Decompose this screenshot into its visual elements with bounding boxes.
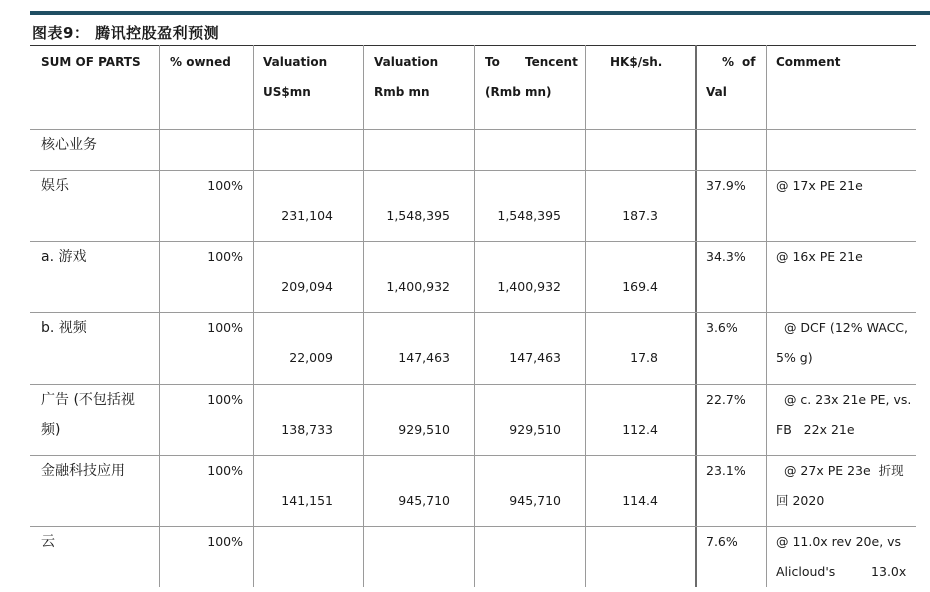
row-hk-per-share: 169.4 <box>622 279 658 294</box>
col-divider <box>159 45 160 587</box>
header-pct: % <box>722 55 735 69</box>
row-hk-per-share: 187.3 <box>622 208 658 223</box>
header-valuation-us-unit: US$mn <box>263 85 311 99</box>
row-pct-val: 7.6% <box>706 534 738 549</box>
row-hk-per-share: 112.4 <box>622 422 658 437</box>
row-name: 广告 (不包括视 <box>41 392 135 408</box>
header-val: Val <box>706 85 727 99</box>
row-name: 云 <box>41 534 55 550</box>
row-name: a. 游戏 <box>41 249 87 265</box>
row-owned: 100% <box>207 463 243 478</box>
row-to-tencent: 1,400,932 <box>497 279 561 294</box>
row-owned: 100% <box>207 320 243 335</box>
row-to-tencent: 929,510 <box>509 422 561 437</box>
row-comment-cont: FB 22x 21e <box>776 422 855 437</box>
row-divider <box>30 129 916 130</box>
row-comment: @ 17x PE 21e <box>776 178 863 193</box>
row-valuation-us: 209,094 <box>281 279 333 294</box>
header-valuation-rmb: Valuation <box>374 55 439 69</box>
header-valuation-rmb-unit: Rmb mn <box>374 85 430 99</box>
row-owned: 100% <box>207 534 243 549</box>
col-divider <box>253 45 254 587</box>
row-comment: @ 27x PE 23e 折现 <box>776 463 904 478</box>
header-sum-of-parts: SUM OF PARTS <box>41 55 141 69</box>
row-comment-cont: Alicloud's 13.0x <box>776 564 907 579</box>
row-name: b. 视频 <box>41 320 87 336</box>
row-to-tencent: 1,548,395 <box>497 208 561 223</box>
row-comment-cont: 5% g) <box>776 350 813 365</box>
row-valuation-rmb: 929,510 <box>398 422 450 437</box>
row-valuation-us: 231,104 <box>281 208 333 223</box>
header-hk-per-share: HK$/sh. <box>610 55 663 69</box>
row-comment-cont: 回 2020 <box>776 493 825 508</box>
row-valuation-rmb: 147,463 <box>398 350 450 365</box>
row-pct-val: 37.9% <box>706 178 746 193</box>
header-to-tencent-unit: (Rmb mn) <box>485 85 552 99</box>
row-owned: 100% <box>207 392 243 407</box>
row-to-tencent: 945,710 <box>509 493 561 508</box>
header-of: of <box>742 55 756 69</box>
row-valuation-rmb: 945,710 <box>398 493 450 508</box>
header-comment: Comment <box>776 55 841 69</box>
col-divider <box>695 45 697 587</box>
header-tencent: Tencent <box>525 55 578 69</box>
valuation-table <box>30 45 916 587</box>
top-rule <box>30 11 930 15</box>
row-comment: @ 16x PE 21e <box>776 249 863 264</box>
row-to-tencent: 147,463 <box>509 350 561 365</box>
row-comment: @ DCF (12% WACC, <box>776 320 909 335</box>
row-hk-per-share: 17.8 <box>630 350 658 365</box>
row-valuation-us: 22,009 <box>289 350 333 365</box>
row-pct-val: 22.7% <box>706 392 746 407</box>
row-valuation-us: 138,733 <box>281 422 333 437</box>
col-divider <box>585 45 586 587</box>
header-to: To <box>485 55 500 69</box>
row-valuation-rmb: 1,400,932 <box>386 279 450 294</box>
row-pct-val: 34.3% <box>706 249 746 264</box>
row-pct-val: 3.6% <box>706 320 738 335</box>
row-name-cont: 频) <box>41 422 61 438</box>
row-name: 金融科技应用 <box>41 463 125 479</box>
header-valuation-us: Valuation <box>263 55 328 69</box>
header-owned: % owned <box>170 55 231 69</box>
section-core-business: 核心业务 <box>41 137 97 153</box>
col-divider <box>363 45 364 587</box>
row-owned: 100% <box>207 178 243 193</box>
row-hk-per-share: 114.4 <box>622 493 658 508</box>
row-valuation-rmb: 1,548,395 <box>386 208 450 223</box>
row-comment: @ 11.0x rev 20e, vs <box>776 534 902 549</box>
row-owned: 100% <box>207 249 243 264</box>
col-divider <box>474 45 475 587</box>
row-comment: @ c. 23x 21e PE, vs. <box>776 392 912 407</box>
row-valuation-us: 141,151 <box>281 493 333 508</box>
figure-title: 图表9： 腾讯控股盈利预测 <box>32 24 220 42</box>
col-divider <box>766 45 767 587</box>
row-pct-val: 23.1% <box>706 463 746 478</box>
table-top-border <box>30 45 916 46</box>
row-name: 娱乐 <box>41 178 69 194</box>
